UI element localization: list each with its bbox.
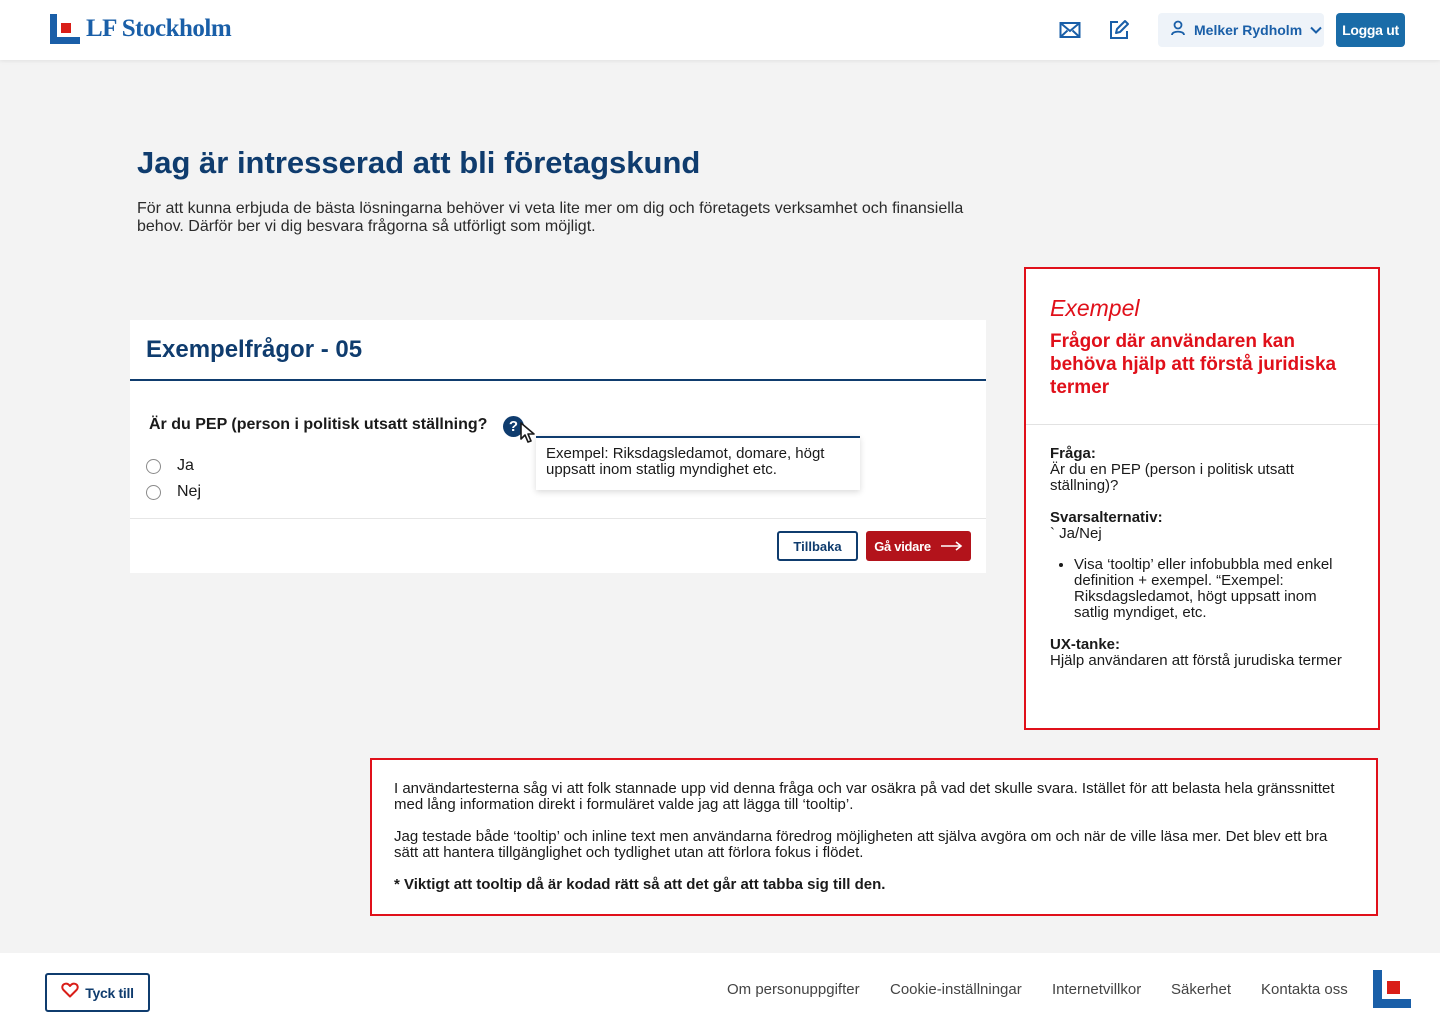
annotation-bottom-box bbox=[370, 758, 1378, 916]
next-button-label: Gå vidare bbox=[874, 538, 931, 554]
mail-icon[interactable] bbox=[1058, 18, 1082, 42]
heart-icon bbox=[61, 982, 79, 1003]
radio-button[interactable] bbox=[146, 485, 161, 500]
annotation-heading: Frågor där användaren kan behöva hjälp att förstå juridiska termer bbox=[1050, 331, 1337, 398]
card-title: Exempelfrågor - 05 bbox=[146, 335, 363, 363]
radio-label: Nej bbox=[177, 483, 202, 500]
logo-mark-icon bbox=[50, 14, 80, 44]
footer-link-cookies[interactable]: Cookie-inställningar bbox=[890, 981, 1022, 998]
annotation-example-label: Exempel bbox=[1050, 295, 1140, 321]
card-divider bbox=[130, 518, 986, 519]
footer-logo-icon[interactable] bbox=[1373, 970, 1411, 1008]
arrow-right-icon bbox=[941, 539, 963, 554]
page-title: Jag är intresserad att bli företagskund bbox=[137, 145, 701, 180]
next-button[interactable] bbox=[866, 531, 971, 561]
radio-option-nej[interactable] bbox=[146, 483, 201, 501]
note-paragraph-3: * Viktigt att tooltip då är kodad rätt så att det går att tabba sig till den. bbox=[394, 876, 886, 893]
feedback-label: Tyck till bbox=[85, 984, 134, 1001]
brand-name: LF Stockholm bbox=[86, 15, 232, 42]
footer-link-personuppgifter[interactable]: Om personuppgifter bbox=[727, 981, 860, 998]
footer-link-kontakta[interactable]: Kontakta oss bbox=[1261, 981, 1348, 998]
feedback-button[interactable] bbox=[45, 973, 150, 1012]
footer-link-internetvillkor[interactable]: Internetvillkor bbox=[1052, 981, 1142, 998]
back-button[interactable]: Tillbaka bbox=[777, 531, 858, 561]
user-menu-button[interactable] bbox=[1158, 13, 1324, 47]
chevron-down-icon bbox=[1310, 21, 1322, 39]
brand-logo[interactable] bbox=[50, 14, 231, 44]
top-header bbox=[0, 0, 1440, 60]
page-footer bbox=[0, 953, 1440, 1024]
question-label: Är du PEP (person i politisk utsatt ställning? bbox=[149, 416, 488, 433]
annotation-bullet: • Visa ‘tooltip’ eller infobubbla med enkel definition + exempel. “Exempel: Riksdagsledamot, högt uppsatt inom satlig myndiget, etc. bbox=[1074, 557, 1354, 621]
help-tooltip: Exempel: Riksdagsledamot, domare, högt uppsatt inom statlig myndighet etc. bbox=[536, 436, 860, 490]
user-name: Melker Rydholm bbox=[1194, 22, 1303, 38]
footer-link-sakerhet[interactable]: Säkerhet bbox=[1171, 981, 1232, 998]
annotation-question-text: Är du en PEP (person i politisk utsatt ställning)? bbox=[1050, 461, 1295, 494]
question-card bbox=[130, 320, 986, 573]
note-paragraph-2: Jag testade både ‘tooltip’ och inline text men användarna föredrog möjligheten att själva avgöra om och när de ville läsa mer. Det blev ett bra sätt att hantera tillgänglighet och tydlighet utan att förlora fokus i flödet. bbox=[394, 828, 1328, 861]
annotation-side-box bbox=[1024, 267, 1380, 730]
edit-icon[interactable] bbox=[1107, 18, 1131, 42]
annotation-answers-label: Svarsalternativ: bbox=[1050, 509, 1163, 526]
page-intro: För att kunna erbjuda de bästa lösningarna behöver vi veta lite mer om dig och företagets verksamhet och finansiella behov. Därför ber vi dig besvara frågorna så utförligt som möjligt. bbox=[137, 200, 964, 235]
annotation-body bbox=[1026, 425, 1378, 669]
annotation-ux-text: Hjälp användaren att förstå jurudiska termer bbox=[1050, 652, 1342, 669]
annotation-question-label: Fråga: bbox=[1050, 445, 1096, 462]
note-paragraph-1: I användartesterna såg vi att folk stannade upp vid denna fråga och var osäkra på vad det skulle svara. Istället för att belasta hela gränssnittet med lång information direkt i formuläret valde jag att lägga till ‘tooltip’. bbox=[394, 780, 1335, 813]
annotation-header bbox=[1026, 269, 1378, 425]
logout-button[interactable]: Logga ut bbox=[1336, 13, 1405, 47]
user-icon bbox=[1170, 20, 1186, 41]
radio-label: Ja bbox=[177, 457, 194, 474]
radio-option-ja[interactable] bbox=[146, 457, 194, 475]
annotation-answers-text: ` Ja/Nej bbox=[1050, 525, 1102, 542]
radio-button[interactable] bbox=[146, 459, 161, 474]
help-icon[interactable]: ? bbox=[503, 416, 524, 437]
card-header bbox=[130, 320, 986, 381]
annotation-ux-label: UX-tanke: bbox=[1050, 636, 1121, 653]
